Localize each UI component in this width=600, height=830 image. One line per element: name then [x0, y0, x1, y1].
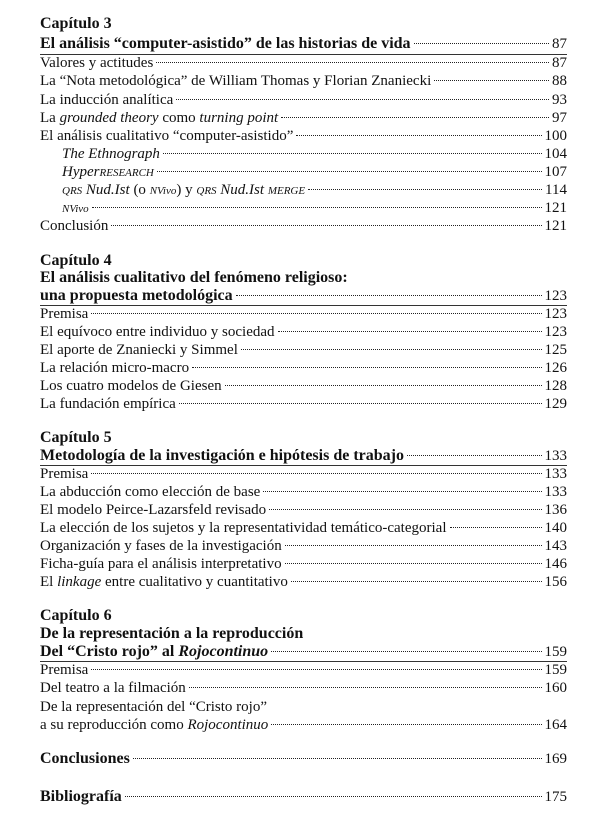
toc-entry[interactable]: La “Nota metodológica” de William Thomas y Florian Znaniecki 88 — [40, 73, 567, 89]
toc-entry[interactable]: Valores y actitudes 87 — [40, 55, 567, 71]
bibliography-entry[interactable]: Bibliografía 175 — [40, 788, 567, 805]
chapter-6-title-line: De la representación a la reproducción — [40, 625, 304, 642]
toc-entry[interactable]: La inducción analítica 93 — [40, 92, 567, 108]
toc-entry[interactable]: La relación micro-macro 126 — [40, 360, 567, 376]
chapter-3-heading: Capítulo 3 — [40, 15, 112, 32]
entry-page: 87 — [552, 36, 567, 52]
chapter-6-heading: Capítulo 6 — [40, 607, 112, 624]
toc-entry[interactable]: a su reproducción como Rojocontinuo 164 — [40, 717, 567, 733]
chapter-4-title-entry[interactable]: una propuesta metodológica 123 — [40, 287, 567, 304]
toc-subentry[interactable]: QRS Nud.Ist (o NVivo) y QRS Nud.Ist MERGE 114 — [62, 182, 567, 198]
toc-entry[interactable]: Organización y fases de la investigación 143 — [40, 538, 567, 554]
chapter-3-title-entry[interactable] — [40, 34, 567, 54]
toc-entry[interactable]: La abducción como elección de base 133 — [40, 484, 567, 500]
toc-entry[interactable]: Ficha-guía para el análisis interpretativo 146 — [40, 556, 567, 572]
chapter-5-title-entry[interactable]: Metodología de la investigación e hipótesis de trabajo 133 — [40, 447, 567, 464]
toc-entry-line: De la representación del “Cristo rojo” — [40, 699, 267, 715]
toc-entry[interactable]: Conclusión 121 — [40, 218, 567, 234]
chapter-4-heading: Capítulo 4 — [40, 252, 112, 269]
toc-entry[interactable]: El equívoco entre individuo y sociedad 123 — [40, 324, 567, 340]
toc-entry[interactable]: El modelo Peirce-Lazarsfeld revisado 136 — [40, 502, 567, 518]
chapter-5-heading: Capítulo 5 — [40, 429, 112, 446]
toc-entry[interactable]: La elección de los sujetos y la representatividad temático-categorial 140 — [40, 520, 567, 536]
entry-title: El análisis “computer-asistido” de las historias de vida — [40, 35, 411, 52]
toc-entry[interactable]: Premisa 159 — [40, 662, 567, 678]
chapter-6-title-entry[interactable]: Del “Cristo rojo” al Rojocontinuo 159 — [40, 643, 567, 660]
toc-subentry[interactable]: HyperRESEARCH 107 — [62, 164, 567, 180]
toc-entry[interactable]: El linkage entre cualitativo y cuantitativo 156 — [40, 574, 567, 590]
toc-entry[interactable]: La grounded theory como turning point 97 — [40, 110, 567, 126]
toc-entry[interactable]: Del teatro a la filmación 160 — [40, 680, 567, 696]
toc-entry[interactable]: Premisa 133 — [40, 466, 567, 482]
toc-subentry[interactable]: The Ethnograph 104 — [62, 146, 567, 162]
toc-entry[interactable]: El aporte de Znaniecki y Simmel 125 — [40, 342, 567, 358]
chapter-4-title-line: El análisis cualitativo del fenómeno religioso: — [40, 269, 348, 286]
conclusions-entry[interactable]: Conclusiones 169 — [40, 750, 567, 767]
toc-entry[interactable]: El análisis cualitativo “computer-asistido” 100 — [40, 128, 567, 144]
toc-entry[interactable]: Los cuatro modelos de Giesen 128 — [40, 378, 567, 394]
toc-subentry[interactable]: NVivo 121 — [62, 200, 567, 216]
toc-entry[interactable]: La fundación empírica 129 — [40, 396, 567, 412]
toc-entry[interactable]: Premisa 123 — [40, 306, 567, 322]
